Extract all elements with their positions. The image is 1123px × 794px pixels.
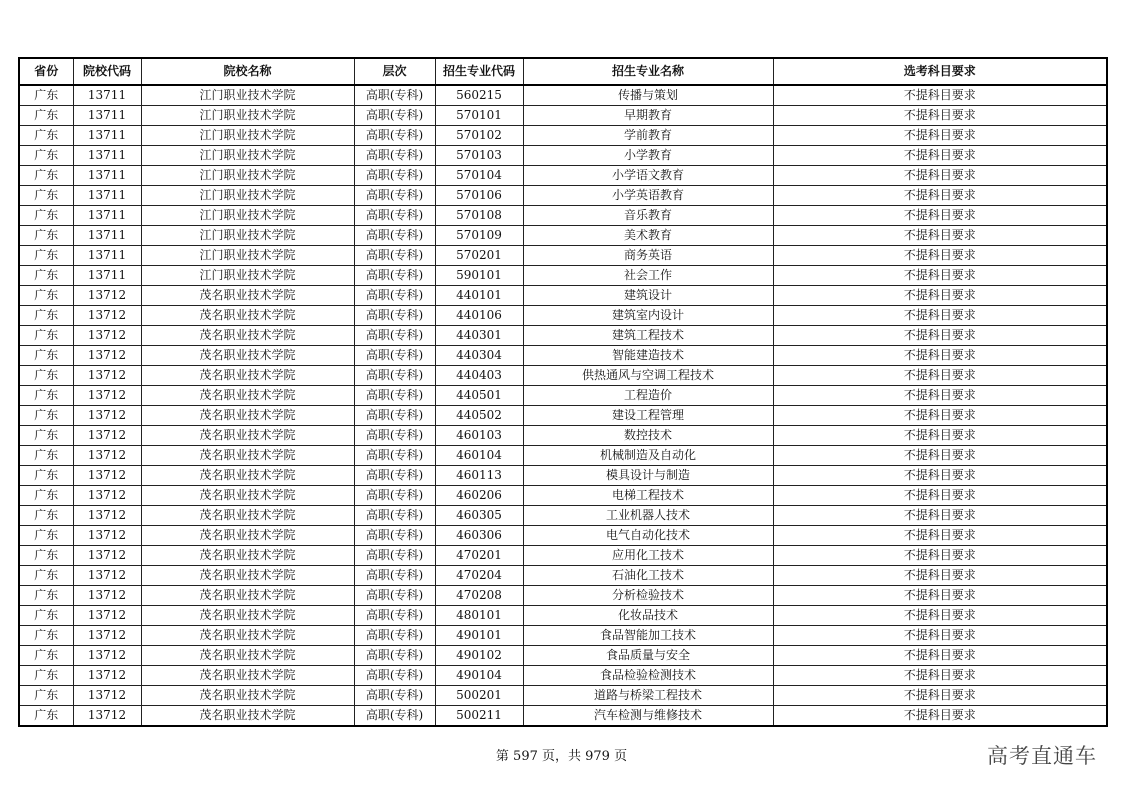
cell-major-code: 440304 — [435, 346, 523, 366]
cell-subject-requirement: 不提科目要求 — [773, 85, 1107, 106]
table-row — [19, 666, 1107, 686]
cell-major-name: 商务英语 — [523, 246, 773, 266]
cell-level: 高职(专科) — [354, 206, 435, 226]
cell-level: 高职(专科) — [354, 146, 435, 166]
table-row — [19, 486, 1107, 506]
cell-school-code: 13712 — [73, 646, 141, 666]
cell-school-name: 江门职业技术学院 — [141, 106, 354, 126]
cell-school-name: 茂名职业技术学院 — [141, 486, 354, 506]
cell-province: 广东 — [19, 186, 73, 206]
cell-level: 高职(专科) — [354, 606, 435, 626]
cell-subject-requirement: 不提科目要求 — [773, 606, 1107, 626]
cell-subject-requirement: 不提科目要求 — [773, 466, 1107, 486]
cell-major-name: 化妆品技术 — [523, 606, 773, 626]
table-row — [19, 546, 1107, 566]
page-number: 第 597 页，共 979 页 — [495, 749, 628, 764]
cell-major-code: 570102 — [435, 126, 523, 146]
cell-school-name: 江门职业技术学院 — [141, 126, 354, 146]
table-row — [19, 606, 1107, 626]
cell-major-name: 分析检验技术 — [523, 586, 773, 606]
cell-school-code: 13711 — [73, 85, 141, 106]
table-row — [19, 706, 1107, 727]
cell-major-code: 570108 — [435, 206, 523, 226]
cell-province: 广东 — [19, 526, 73, 546]
table-row — [19, 126, 1107, 146]
cell-province: 广东 — [19, 146, 73, 166]
header-major-code: 招生专业代码 — [435, 58, 523, 85]
cell-school-name: 江门职业技术学院 — [141, 206, 354, 226]
cell-major-name: 道路与桥梁工程技术 — [523, 686, 773, 706]
cell-school-code: 13711 — [73, 166, 141, 186]
cell-subject-requirement: 不提科目要求 — [773, 246, 1107, 266]
cell-major-name: 早期教育 — [523, 106, 773, 126]
cell-major-name: 电梯工程技术 — [523, 486, 773, 506]
cell-school-name: 茂名职业技术学院 — [141, 586, 354, 606]
cell-school-name: 茂名职业技术学院 — [141, 306, 354, 326]
watermark-text: 高考直通车 — [987, 744, 1097, 768]
cell-major-name: 汽车检测与维修技术 — [523, 706, 773, 727]
cell-major-name: 数控技术 — [523, 426, 773, 446]
cell-level: 高职(专科) — [354, 666, 435, 686]
cell-province: 广东 — [19, 426, 73, 446]
cell-school-code: 13711 — [73, 106, 141, 126]
cell-major-name: 小学语文教育 — [523, 166, 773, 186]
cell-school-code: 13712 — [73, 366, 141, 386]
cell-major-code: 570109 — [435, 226, 523, 246]
table-row — [19, 326, 1107, 346]
cell-subject-requirement: 不提科目要求 — [773, 106, 1107, 126]
table-row — [19, 186, 1107, 206]
cell-level: 高职(专科) — [354, 346, 435, 366]
cell-major-name: 食品智能加工技术 — [523, 626, 773, 646]
cell-major-code: 460305 — [435, 506, 523, 526]
cell-major-code: 570103 — [435, 146, 523, 166]
cell-subject-requirement: 不提科目要求 — [773, 346, 1107, 366]
cell-subject-requirement: 不提科目要求 — [773, 506, 1107, 526]
cell-subject-requirement: 不提科目要求 — [773, 186, 1107, 206]
table-row — [19, 346, 1107, 366]
table-row — [19, 226, 1107, 246]
cell-major-name: 小学英语教育 — [523, 186, 773, 206]
cell-subject-requirement: 不提科目要求 — [773, 326, 1107, 346]
cell-school-code: 13711 — [73, 206, 141, 226]
cell-level: 高职(专科) — [354, 166, 435, 186]
cell-province: 广东 — [19, 406, 73, 426]
cell-province: 广东 — [19, 386, 73, 406]
cell-major-code: 440301 — [435, 326, 523, 346]
cell-school-name: 江门职业技术学院 — [141, 246, 354, 266]
cell-province: 广东 — [19, 706, 73, 727]
cell-school-code: 13712 — [73, 506, 141, 526]
cell-subject-requirement: 不提科目要求 — [773, 686, 1107, 706]
cell-major-code: 470204 — [435, 566, 523, 586]
cell-province: 广东 — [19, 466, 73, 486]
cell-school-name: 茂名职业技术学院 — [141, 286, 354, 306]
cell-major-name: 食品质量与安全 — [523, 646, 773, 666]
table-row — [19, 106, 1107, 126]
cell-major-code: 500211 — [435, 706, 523, 727]
cell-province: 广东 — [19, 626, 73, 646]
table-row — [19, 526, 1107, 546]
cell-school-name: 江门职业技术学院 — [141, 166, 354, 186]
cell-province: 广东 — [19, 85, 73, 106]
cell-major-name: 机械制造及自动化 — [523, 446, 773, 466]
cell-major-name: 小学教育 — [523, 146, 773, 166]
cell-school-code: 13712 — [73, 666, 141, 686]
cell-major-name: 电气自动化技术 — [523, 526, 773, 546]
table-row — [19, 566, 1107, 586]
cell-subject-requirement: 不提科目要求 — [773, 206, 1107, 226]
cell-subject-requirement: 不提科目要求 — [773, 366, 1107, 386]
table-row — [19, 306, 1107, 326]
cell-subject-requirement: 不提科目要求 — [773, 446, 1107, 466]
cell-school-name: 茂名职业技术学院 — [141, 346, 354, 366]
cell-province: 广东 — [19, 546, 73, 566]
cell-subject-requirement: 不提科目要求 — [773, 646, 1107, 666]
cell-major-name: 音乐教育 — [523, 206, 773, 226]
cell-major-code: 440502 — [435, 406, 523, 426]
cell-major-name: 建筑工程技术 — [523, 326, 773, 346]
cell-subject-requirement: 不提科目要求 — [773, 666, 1107, 686]
cell-major-code: 470201 — [435, 546, 523, 566]
cell-major-code: 500201 — [435, 686, 523, 706]
cell-level: 高职(专科) — [354, 386, 435, 406]
cell-major-code: 570101 — [435, 106, 523, 126]
cell-school-code: 13711 — [73, 226, 141, 246]
cell-school-name: 茂名职业技术学院 — [141, 326, 354, 346]
cell-level: 高职(专科) — [354, 546, 435, 566]
cell-level: 高职(专科) — [354, 406, 435, 426]
cell-school-name: 茂名职业技术学院 — [141, 506, 354, 526]
cell-province: 广东 — [19, 686, 73, 706]
cell-major-code: 460306 — [435, 526, 523, 546]
cell-school-name: 江门职业技术学院 — [141, 186, 354, 206]
table-row — [19, 686, 1107, 706]
cell-subject-requirement: 不提科目要求 — [773, 286, 1107, 306]
cell-major-code: 440403 — [435, 366, 523, 386]
cell-major-name: 工程造价 — [523, 386, 773, 406]
cell-major-name: 应用化工技术 — [523, 546, 773, 566]
cell-school-name: 茂名职业技术学院 — [141, 386, 354, 406]
cell-school-code: 13712 — [73, 586, 141, 606]
cell-school-name: 江门职业技术学院 — [141, 266, 354, 286]
cell-school-code: 13711 — [73, 126, 141, 146]
table-body — [19, 85, 1107, 726]
cell-major-code: 570104 — [435, 166, 523, 186]
cell-level: 高职(专科) — [354, 246, 435, 266]
cell-subject-requirement: 不提科目要求 — [773, 706, 1107, 727]
cell-school-code: 13712 — [73, 446, 141, 466]
table-row — [19, 366, 1107, 386]
cell-major-name: 传播与策划 — [523, 85, 773, 106]
cell-province: 广东 — [19, 666, 73, 686]
cell-subject-requirement: 不提科目要求 — [773, 126, 1107, 146]
cell-school-name: 茂名职业技术学院 — [141, 546, 354, 566]
cell-subject-requirement: 不提科目要求 — [773, 166, 1107, 186]
cell-subject-requirement: 不提科目要求 — [773, 306, 1107, 326]
cell-province: 广东 — [19, 246, 73, 266]
cell-school-name: 茂名职业技术学院 — [141, 626, 354, 646]
cell-school-code: 13711 — [73, 266, 141, 286]
cell-school-name: 江门职业技术学院 — [141, 226, 354, 246]
cell-province: 广东 — [19, 326, 73, 346]
header-province: 省份 — [19, 58, 73, 85]
cell-level: 高职(专科) — [354, 106, 435, 126]
cell-subject-requirement: 不提科目要求 — [773, 386, 1107, 406]
cell-school-name: 茂名职业技术学院 — [141, 526, 354, 546]
cell-major-code: 440101 — [435, 286, 523, 306]
cell-province: 广东 — [19, 446, 73, 466]
cell-school-code: 13712 — [73, 346, 141, 366]
table-row — [19, 266, 1107, 286]
table-row — [19, 286, 1107, 306]
cell-major-name: 建筑室内设计 — [523, 306, 773, 326]
cell-school-name: 茂名职业技术学院 — [141, 566, 354, 586]
table-row — [19, 446, 1107, 466]
cell-province: 广东 — [19, 106, 73, 126]
cell-province: 广东 — [19, 266, 73, 286]
cell-school-name: 江门职业技术学院 — [141, 146, 354, 166]
cell-school-code: 13712 — [73, 386, 141, 406]
cell-major-code: 490102 — [435, 646, 523, 666]
cell-level: 高职(专科) — [354, 526, 435, 546]
cell-level: 高职(专科) — [354, 126, 435, 146]
cell-major-name: 工业机器人技术 — [523, 506, 773, 526]
table-row — [19, 246, 1107, 266]
cell-school-code: 13712 — [73, 526, 141, 546]
header-subject-requirement: 选考科目要求 — [773, 58, 1107, 85]
cell-province: 广东 — [19, 586, 73, 606]
cell-major-code: 480101 — [435, 606, 523, 626]
table-row — [19, 586, 1107, 606]
cell-province: 广东 — [19, 126, 73, 146]
cell-major-code: 490101 — [435, 626, 523, 646]
cell-major-name: 学前教育 — [523, 126, 773, 146]
cell-school-code: 13712 — [73, 406, 141, 426]
cell-school-name: 茂名职业技术学院 — [141, 706, 354, 727]
cell-level: 高职(专科) — [354, 366, 435, 386]
cell-subject-requirement: 不提科目要求 — [773, 626, 1107, 646]
cell-level: 高职(专科) — [354, 646, 435, 666]
header-school-name: 院校名称 — [141, 58, 354, 85]
cell-level: 高职(专科) — [354, 306, 435, 326]
header-level: 层次 — [354, 58, 435, 85]
cell-level: 高职(专科) — [354, 226, 435, 246]
cell-school-code: 13712 — [73, 326, 141, 346]
cell-subject-requirement: 不提科目要求 — [773, 486, 1107, 506]
cell-school-name: 茂名职业技术学院 — [141, 466, 354, 486]
cell-major-name: 建设工程管理 — [523, 406, 773, 426]
cell-school-code: 13712 — [73, 706, 141, 727]
header-major-name: 招生专业名称 — [523, 58, 773, 85]
table-row — [19, 506, 1107, 526]
cell-province: 广东 — [19, 486, 73, 506]
cell-level: 高职(专科) — [354, 506, 435, 526]
cell-province: 广东 — [19, 646, 73, 666]
table-row — [19, 146, 1107, 166]
cell-level: 高职(专科) — [354, 486, 435, 506]
table-row — [19, 206, 1107, 226]
cell-major-code: 570201 — [435, 246, 523, 266]
table-row — [19, 646, 1107, 666]
cell-school-name: 茂名职业技术学院 — [141, 606, 354, 626]
cell-school-code: 13712 — [73, 306, 141, 326]
cell-major-code: 560215 — [435, 85, 523, 106]
cell-school-name: 茂名职业技术学院 — [141, 366, 354, 386]
cell-province: 广东 — [19, 166, 73, 186]
cell-school-code: 13712 — [73, 486, 141, 506]
table-row — [19, 426, 1107, 446]
cell-school-name: 茂名职业技术学院 — [141, 446, 354, 466]
cell-subject-requirement: 不提科目要求 — [773, 546, 1107, 566]
table-row — [19, 406, 1107, 426]
table-row — [19, 166, 1107, 186]
cell-level: 高职(专科) — [354, 686, 435, 706]
cell-major-name: 建筑设计 — [523, 286, 773, 306]
table-row — [19, 466, 1107, 486]
cell-major-code: 570106 — [435, 186, 523, 206]
cell-school-name: 茂名职业技术学院 — [141, 686, 354, 706]
cell-province: 广东 — [19, 226, 73, 246]
cell-province: 广东 — [19, 286, 73, 306]
cell-subject-requirement: 不提科目要求 — [773, 406, 1107, 426]
cell-level: 高职(专科) — [354, 566, 435, 586]
cell-level: 高职(专科) — [354, 266, 435, 286]
cell-level: 高职(专科) — [354, 626, 435, 646]
cell-major-name: 供热通风与空调工程技术 — [523, 366, 773, 386]
cell-major-code: 470208 — [435, 586, 523, 606]
cell-major-name: 模具设计与制造 — [523, 466, 773, 486]
cell-school-code: 13712 — [73, 286, 141, 306]
cell-level: 高职(专科) — [354, 186, 435, 206]
cell-major-name: 石油化工技术 — [523, 566, 773, 586]
cell-school-name: 茂名职业技术学院 — [141, 666, 354, 686]
cell-subject-requirement: 不提科目要求 — [773, 146, 1107, 166]
cell-level: 高职(专科) — [354, 706, 435, 727]
cell-province: 广东 — [19, 306, 73, 326]
cell-level: 高职(专科) — [354, 446, 435, 466]
cell-major-code: 590101 — [435, 266, 523, 286]
cell-school-code: 13712 — [73, 606, 141, 626]
cell-major-code: 460103 — [435, 426, 523, 446]
table-row — [19, 626, 1107, 646]
cell-major-code: 490104 — [435, 666, 523, 686]
admissions-table — [18, 57, 1108, 727]
cell-major-code: 460113 — [435, 466, 523, 486]
cell-school-name: 茂名职业技术学院 — [141, 426, 354, 446]
header-school-code: 院校代码 — [73, 58, 141, 85]
cell-major-code: 440501 — [435, 386, 523, 406]
cell-level: 高职(专科) — [354, 466, 435, 486]
cell-major-code: 460104 — [435, 446, 523, 466]
cell-level: 高职(专科) — [354, 426, 435, 446]
cell-major-name: 社会工作 — [523, 266, 773, 286]
cell-school-code: 13712 — [73, 546, 141, 566]
table-row — [19, 386, 1107, 406]
table-row — [19, 85, 1107, 106]
cell-province: 广东 — [19, 366, 73, 386]
cell-major-name: 食品检验检测技术 — [523, 666, 773, 686]
cell-school-code: 13712 — [73, 686, 141, 706]
cell-subject-requirement: 不提科目要求 — [773, 586, 1107, 606]
cell-province: 广东 — [19, 346, 73, 366]
cell-major-name: 智能建造技术 — [523, 346, 773, 366]
cell-level: 高职(专科) — [354, 286, 435, 306]
cell-level: 高职(专科) — [354, 326, 435, 346]
cell-subject-requirement: 不提科目要求 — [773, 426, 1107, 446]
cell-major-code: 440106 — [435, 306, 523, 326]
cell-province: 广东 — [19, 566, 73, 586]
cell-school-name: 江门职业技术学院 — [141, 85, 354, 106]
cell-school-code: 13712 — [73, 426, 141, 446]
cell-province: 广东 — [19, 606, 73, 626]
cell-province: 广东 — [19, 206, 73, 226]
cell-school-code: 13712 — [73, 466, 141, 486]
cell-subject-requirement: 不提科目要求 — [773, 526, 1107, 546]
cell-level: 高职(专科) — [354, 85, 435, 106]
cell-school-code: 13711 — [73, 146, 141, 166]
cell-subject-requirement: 不提科目要求 — [773, 566, 1107, 586]
cell-school-code: 13711 — [73, 186, 141, 206]
cell-level: 高职(专科) — [354, 586, 435, 606]
cell-school-code: 13712 — [73, 626, 141, 646]
cell-subject-requirement: 不提科目要求 — [773, 226, 1107, 246]
cell-major-name: 美术教育 — [523, 226, 773, 246]
cell-province: 广东 — [19, 506, 73, 526]
header-row — [19, 58, 1107, 85]
cell-school-name: 茂名职业技术学院 — [141, 406, 354, 426]
cell-subject-requirement: 不提科目要求 — [773, 266, 1107, 286]
cell-school-code: 13711 — [73, 246, 141, 266]
cell-school-name: 茂名职业技术学院 — [141, 646, 354, 666]
cell-major-code: 460206 — [435, 486, 523, 506]
cell-school-code: 13712 — [73, 566, 141, 586]
